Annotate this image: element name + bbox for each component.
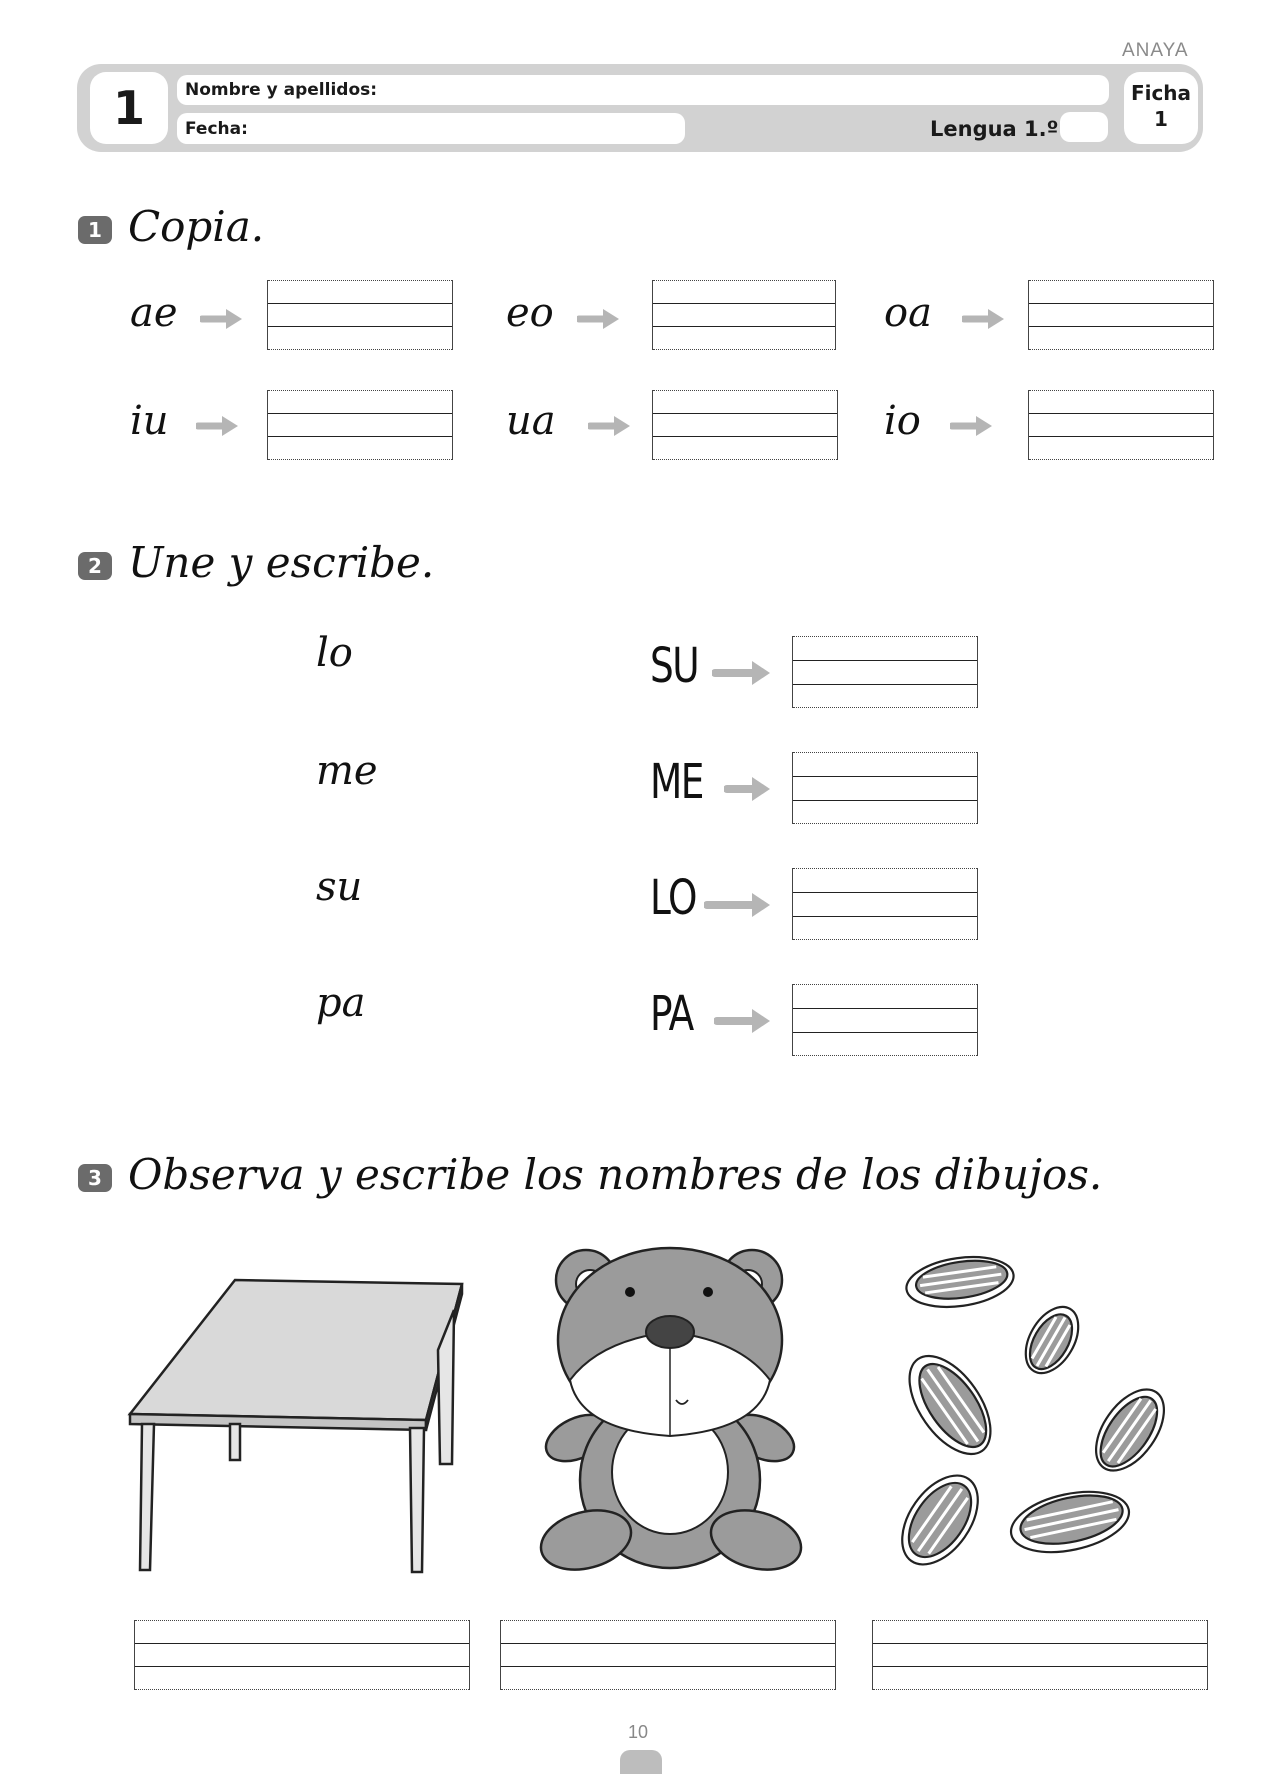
arrow-right-icon [712,658,772,688]
exercise-number-3: 3 [78,1164,112,1192]
syllable-cursive[interactable]: me [316,748,378,794]
date-field[interactable] [177,113,685,144]
page-tab [620,1750,662,1774]
arrow-right-icon [950,414,994,438]
sunflower-seeds-drawing [890,1240,1190,1580]
copy-item: ua [506,398,556,444]
writing-box[interactable] [1028,390,1214,460]
writing-box[interactable] [872,1620,1208,1690]
publisher-logo: ANAYA [1122,40,1189,61]
writing-box[interactable] [792,868,978,940]
writing-box[interactable] [1028,280,1214,350]
ficha-box [1124,72,1198,144]
writing-box[interactable] [792,636,978,708]
writing-box[interactable] [500,1620,836,1690]
writing-box[interactable] [267,390,453,460]
arrow-right-icon [200,307,244,331]
writing-box[interactable] [792,984,978,1056]
arrow-right-icon [588,414,632,438]
writing-box[interactable] [792,752,978,824]
copy-item: ae [130,290,178,336]
writing-box[interactable] [652,390,838,460]
syllable-uppercase[interactable]: SU [650,638,699,694]
teddy-bear-drawing [530,1240,810,1576]
group-field[interactable] [1060,112,1108,142]
copy-item: eo [506,290,554,336]
syllable-cursive[interactable]: pa [316,980,366,1026]
arrow-right-icon [714,1006,772,1036]
copy-item: oa [884,290,932,336]
ficha-label: Ficha [1130,81,1192,105]
name-field[interactable] [177,75,1109,105]
exercise-number-1: 1 [78,216,112,244]
arrow-right-icon [196,414,240,438]
syllable-uppercase[interactable]: PA [650,986,693,1042]
arrow-right-icon [704,890,772,920]
writing-box[interactable] [267,280,453,350]
page-number: 10 [628,1722,649,1742]
name-label: Nombre y apellidos: [185,80,378,100]
copy-item: io [884,398,921,444]
ficha-number: 1 [1154,107,1168,131]
exercise-title-2: Une y escribe. [128,538,435,587]
date-label: Fecha: [185,118,248,139]
exercise-title-1: Copia. [128,202,265,251]
writing-box[interactable] [652,280,836,350]
syllable-cursive[interactable]: lo [316,630,353,676]
arrow-right-icon [724,774,772,804]
exercise-title-3: Observa y escribe los nombres de los dibujos. [128,1150,1103,1199]
arrow-right-icon [577,307,621,331]
writing-box[interactable] [134,1620,470,1690]
syllable-uppercase[interactable]: ME [650,754,703,810]
arrow-right-icon [962,307,1006,331]
exercise-number-2: 2 [78,552,112,580]
subject-label: Lengua 1.º [930,117,1059,141]
syllable-uppercase[interactable]: LO [650,870,696,926]
copy-item: iu [130,398,169,444]
unit-number: 1 [90,72,168,144]
syllable-cursive[interactable]: su [316,864,363,910]
table-drawing [120,1270,470,1576]
